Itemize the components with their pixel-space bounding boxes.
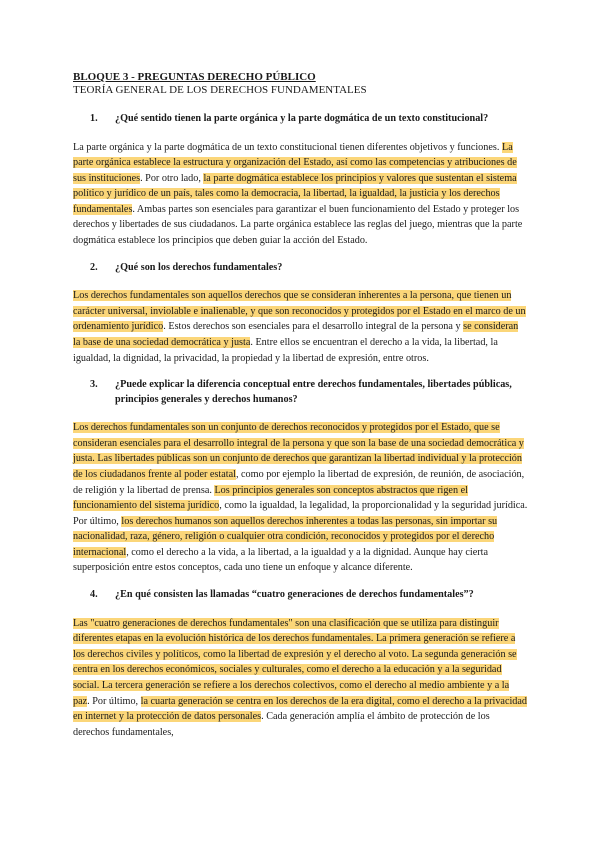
highlighted-text: se consideran la base de una sociedad democrática y justa	[73, 321, 519, 348]
question-text: ¿Puede explicar la diferencia conceptual entre derechos fundamentales, libertades públicas, principios generales y derechos humanos?	[115, 379, 512, 405]
answer-text: , como por ejemplo la libertad de expresión, de reunión, de asociación, de religión y la libertad de prensa.	[73, 468, 525, 496]
question-number: 3.	[90, 379, 98, 391]
answer-paragraph	[73, 616, 528, 741]
answer-text: La parte orgánica y la parte dogmática de un texto constitucional tienen diferentes objetivos y funciones.	[73, 141, 502, 153]
answer-text: , como el derecho a la vida, a la libertad, a la igualdad y a la dignidad. Aunque hay cierta superposición entre estos conceptos, cada uno tiene un enfoque y alcance diferente.	[73, 546, 488, 574]
answer-text: . Estos derechos son esenciales para el desarrollo integral de la persona y	[163, 321, 464, 333]
question-text: ¿Qué sentido tienen la parte orgánica y la parte dogmática de un texto constitucional?	[115, 113, 489, 124]
answer-paragraph	[73, 288, 528, 366]
highlighted-text: los derechos humanos son aquellos derechos inherentes a todas las personas, sin importar su nacionalidad, raza, género, religión o cualquier otra condición, reconocidos y protegidos por el derecho internacional	[73, 515, 498, 558]
answer-paragraph	[73, 140, 528, 249]
question-text: ¿En qué consisten las llamadas “cuatro generaciones de derechos fundamentales”?	[115, 589, 474, 601]
highlighted-text: La parte orgánica establece la estructura y organización del Estado, así como las competencias y atribuciones de sus instituciones	[73, 141, 517, 184]
question-heading	[73, 261, 528, 276]
highlighted-text: Los principios generales son conceptos abstractos que rigen el funcionamiento del sistema jurídico	[73, 484, 468, 512]
question-heading	[73, 112, 528, 127]
question-heading	[73, 378, 528, 407]
answer-text: , como la igualdad, la legalidad, la proporcionalidad y la seguridad jurídica. Por último,	[73, 500, 528, 527]
document-body	[73, 71, 528, 752]
highlighted-text: Los derechos fundamentales son aquellos derechos que se consideran inherentes a la persona, que tienen un carácter universal, inviolable e inalienable, y que son reconocidos y protegidos por el Estado en el marco de un ordenamiento jurídico	[73, 290, 526, 333]
question-list	[73, 112, 528, 740]
question-number: 1.	[90, 113, 98, 124]
answer-text: . Ambas partes son esenciales para garantizar el buen funcionamiento del Estado y proteger los derechos y libertades de sus ciudadanos. La parte orgánica establece las reglas del juego, mientras que la parte dogmática establece los principios que deben guiar la acción del Estado.	[73, 203, 523, 247]
question-number: 4.	[90, 589, 98, 601]
highlighted-text: la cuarta generación se centra en los derechos de la era digital, como el derecho a la privacidad en internet y la protección de datos personales	[73, 695, 528, 723]
answer-paragraph	[73, 420, 528, 576]
question-heading	[73, 588, 528, 603]
highlighted-text: Las "cuatro generaciones de derechos fundamentales" son una clasificación que se utiliza para distinguir diferentes etapas en la evolución histórica de los derechos fundamentales. La primera generación se refiere a los derechos civiles y políticos, como la libertad de expresión y el derecho al voto. La segunda generación se centra en los derechos económicos, sociales y culturales, como el derecho a la educación y a la seguridad social. La tercera generación se refiere a los derechos colectivos, como el derecho al medio ambiente y a la paz	[73, 617, 517, 707]
answer-text: . Cada generación amplía el ámbito de protección de los derechos fundamentales,	[73, 711, 490, 738]
answer-text: . Por último,	[87, 695, 141, 707]
highlighted-text: Los derechos fundamentales son un conjunto de derechos reconocidos y protegidos por el Estado, que se consideran esenciales para el desarrollo integral de la persona y que son la base de una sociedad democrática y justa. Las libertades públicas son un conjunto de derechos que garantizan la libertad individual y la protección de los ciudadanos frente al poder estatal	[73, 422, 524, 480]
answer-text: . Entre ellos se encuentran el derecho a la vida, la libertad, la igualdad, la dignidad, la privacidad, la propiedad y la libertad de expresión, entre otros.	[73, 336, 498, 364]
question-number: 2.	[90, 261, 98, 273]
highlighted-text: la parte dogmática establece los principios y valores que sustentan el sistema político y jurídico de un país, tales como la democracia, la libertad, la igualdad, la justicia y los derechos fundamentales	[73, 172, 517, 215]
question-text: ¿Qué son los derechos fundamentales?	[115, 261, 283, 273]
document-title: BLOQUE 3 - PREGUNTAS DERECHO PÚBLICO	[73, 71, 316, 83]
document-subtitle: TEORÍA GENERAL DE LOS DERECHOS FUNDAMENTALES	[73, 84, 367, 96]
answer-text: . Por otro lado,	[140, 172, 204, 184]
